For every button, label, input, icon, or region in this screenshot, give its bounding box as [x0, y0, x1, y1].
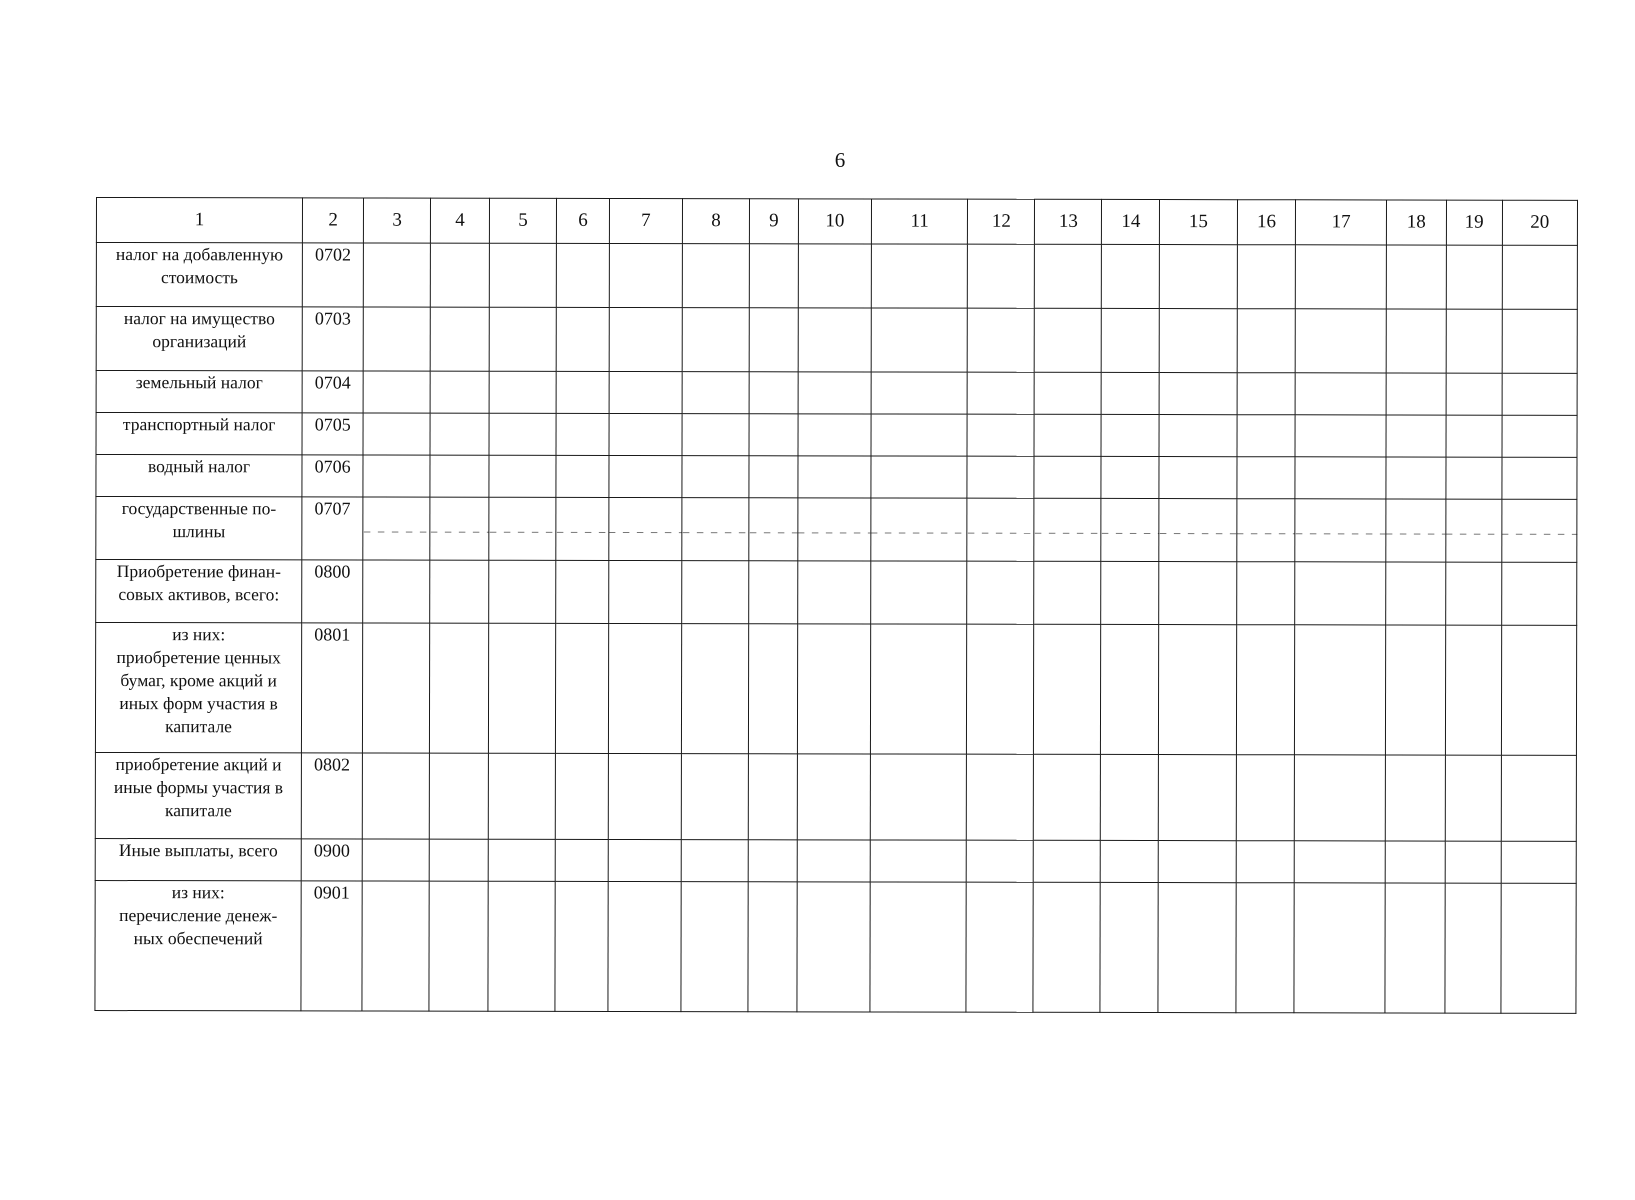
value-cell[interactable]	[1386, 245, 1446, 309]
value-cell[interactable]	[555, 753, 608, 839]
column-header-12: 12	[968, 199, 1035, 244]
row-label-line: организаций	[152, 331, 247, 352]
row-label-line: ных обеспечений	[133, 928, 263, 949]
row-code: 0705	[302, 413, 363, 455]
value-cell[interactable]	[748, 840, 797, 882]
column-header-8: 8	[682, 199, 749, 244]
value-cell[interactable]	[556, 497, 609, 560]
value-cell[interactable]	[1296, 309, 1387, 373]
value-cell[interactable]	[967, 840, 1034, 882]
value-cell[interactable]	[363, 243, 430, 307]
value-cell[interactable]	[1502, 245, 1577, 309]
value-cell[interactable]	[1295, 841, 1385, 883]
table-row	[95, 880, 1576, 1013]
row-label-line: налог на имущество	[123, 308, 275, 329]
value-cell[interactable]	[489, 455, 556, 497]
column-header-17: 17	[1296, 200, 1386, 245]
value-cell[interactable]	[1502, 415, 1577, 457]
value-cell[interactable]	[489, 413, 556, 455]
value-cell[interactable]	[489, 371, 556, 413]
value-cell[interactable]	[1385, 883, 1445, 1013]
value-cell[interactable]	[363, 560, 430, 623]
value-cell[interactable]	[1237, 373, 1296, 415]
value-cell[interactable]	[609, 243, 682, 307]
value-cell[interactable]	[556, 560, 609, 623]
value-cell[interactable]	[1296, 245, 1387, 309]
table-body	[95, 243, 1577, 1014]
value-cell[interactable]	[870, 882, 967, 1012]
value-cell[interactable]	[1445, 841, 1501, 883]
value-cell[interactable]	[871, 456, 968, 498]
value-cell[interactable]	[797, 882, 870, 1012]
row-code: 0707	[302, 497, 363, 560]
value-cell[interactable]	[749, 456, 798, 498]
value-cell[interactable]	[1501, 883, 1577, 1013]
row-label	[95, 880, 301, 1010]
value-cell[interactable]	[1158, 883, 1235, 1013]
value-cell[interactable]	[555, 839, 608, 881]
value-cell[interactable]	[1445, 883, 1501, 1013]
value-cell[interactable]	[362, 839, 429, 881]
value-cell[interactable]	[798, 498, 871, 561]
value-cell[interactable]	[1295, 457, 1385, 499]
table-row	[95, 623, 1576, 756]
value-cell[interactable]	[1446, 457, 1502, 499]
row-label-line: земельный налог	[135, 372, 263, 393]
report-table	[94, 197, 1578, 1014]
row-label	[96, 497, 302, 560]
value-cell[interactable]	[682, 308, 749, 372]
value-cell[interactable]	[609, 413, 682, 455]
value-cell[interactable]	[556, 243, 609, 307]
value-cell[interactable]	[1386, 373, 1446, 415]
row-label	[95, 623, 301, 753]
value-cell[interactable]	[1445, 562, 1501, 625]
value-cell[interactable]	[1386, 499, 1446, 562]
value-cell[interactable]	[488, 753, 555, 839]
value-cell[interactable]	[1296, 373, 1386, 415]
row-label-line: приобретение ценных	[116, 647, 281, 668]
value-cell[interactable]	[1101, 414, 1159, 456]
value-cell[interactable]	[1236, 625, 1295, 755]
value-cell[interactable]	[430, 371, 489, 413]
value-cell[interactable]	[1102, 308, 1160, 372]
value-cell[interactable]	[871, 372, 968, 414]
value-cell[interactable]	[1502, 457, 1577, 499]
value-cell[interactable]	[363, 413, 430, 455]
value-cell[interactable]	[1294, 883, 1385, 1013]
column-header-14: 14	[1102, 199, 1160, 244]
row-code: 0704	[302, 371, 363, 413]
value-cell[interactable]	[749, 414, 798, 456]
value-cell[interactable]	[1101, 754, 1159, 840]
value-cell[interactable]	[798, 414, 871, 456]
value-cell[interactable]	[1100, 882, 1158, 1012]
value-cell[interactable]	[1295, 625, 1386, 755]
value-cell[interactable]	[489, 243, 556, 307]
value-cell[interactable]	[1385, 755, 1445, 841]
column-header-15: 15	[1160, 200, 1237, 245]
value-cell[interactable]	[1101, 456, 1159, 498]
value-cell[interactable]	[1236, 755, 1295, 841]
value-cell[interactable]	[681, 840, 748, 882]
table-row	[96, 243, 1577, 310]
table-row	[96, 371, 1577, 416]
row-code: 0702	[302, 243, 363, 307]
row-label	[96, 413, 302, 455]
value-cell[interactable]	[363, 371, 430, 413]
value-cell[interactable]	[489, 497, 556, 560]
value-cell[interactable]	[1237, 415, 1296, 457]
value-cell[interactable]	[682, 561, 749, 624]
value-cell[interactable]	[609, 560, 682, 623]
value-cell[interactable]	[608, 753, 681, 839]
value-cell[interactable]	[1101, 624, 1159, 754]
value-cell[interactable]	[797, 561, 870, 624]
value-cell[interactable]	[1235, 883, 1294, 1013]
row-label	[95, 838, 301, 880]
value-cell[interactable]	[798, 372, 871, 414]
value-cell[interactable]	[489, 307, 556, 371]
value-cell[interactable]	[870, 624, 967, 754]
column-header-20: 20	[1502, 200, 1577, 245]
value-cell[interactable]	[870, 840, 967, 882]
value-cell[interactable]	[1159, 415, 1236, 457]
value-cell[interactable]	[798, 308, 871, 372]
value-cell[interactable]	[968, 244, 1035, 308]
value-cell[interactable]	[682, 414, 749, 456]
value-cell[interactable]	[1159, 373, 1236, 415]
row-label-line: перечисление денеж-	[119, 905, 278, 926]
value-cell[interactable]	[1236, 457, 1295, 499]
value-cell[interactable]	[363, 497, 430, 560]
value-cell[interactable]	[1101, 561, 1159, 624]
value-cell[interactable]	[1386, 562, 1446, 625]
value-cell[interactable]	[1159, 841, 1236, 883]
page-number: 6	[834, 148, 846, 172]
column-header-10: 10	[798, 199, 871, 244]
value-cell[interactable]	[749, 498, 798, 561]
column-header-6: 6	[557, 198, 610, 243]
header-row	[96, 198, 1577, 246]
value-cell[interactable]	[749, 561, 798, 624]
value-cell[interactable]	[430, 497, 489, 560]
value-cell[interactable]	[797, 840, 870, 882]
value-cell[interactable]	[1034, 456, 1101, 498]
column-header-9: 9	[749, 199, 798, 244]
value-cell[interactable]	[430, 307, 489, 371]
value-cell[interactable]	[968, 308, 1035, 372]
row-code: 0703	[302, 307, 363, 371]
value-cell[interactable]	[1159, 457, 1236, 499]
row-label	[96, 307, 302, 371]
value-cell[interactable]	[967, 561, 1034, 624]
value-cell[interactable]	[1035, 372, 1102, 414]
row-label-line: бумаг, кроме акций и	[120, 670, 277, 691]
table-row	[96, 560, 1577, 626]
value-cell[interactable]	[1295, 562, 1386, 625]
row-label-line: шлины	[172, 521, 226, 542]
value-cell[interactable]	[870, 754, 967, 840]
value-cell[interactable]	[1159, 625, 1236, 755]
value-cell[interactable]	[1502, 373, 1577, 415]
value-cell[interactable]	[1445, 625, 1501, 755]
value-cell[interactable]	[748, 882, 797, 1012]
value-cell[interactable]	[1295, 499, 1386, 562]
value-cell[interactable]	[1501, 841, 1576, 883]
value-cell[interactable]	[1034, 561, 1101, 624]
table-row	[95, 838, 1576, 883]
value-cell[interactable]	[798, 456, 871, 498]
value-cell[interactable]	[967, 624, 1034, 754]
row-label-line: водный налог	[147, 456, 251, 477]
value-cell[interactable]	[1159, 755, 1236, 841]
value-cell[interactable]	[682, 244, 749, 308]
column-header-4: 4	[431, 198, 490, 243]
row-code: 0900	[301, 839, 362, 881]
value-cell[interactable]	[967, 754, 1034, 840]
value-cell[interactable]	[681, 754, 748, 840]
value-cell[interactable]	[1102, 244, 1160, 308]
value-cell[interactable]	[797, 754, 870, 840]
table-row	[96, 307, 1577, 374]
value-cell[interactable]	[1236, 562, 1295, 625]
value-cell[interactable]	[1101, 498, 1159, 561]
table-row	[96, 413, 1577, 458]
row-label-line: из них:	[172, 624, 226, 645]
value-cell[interactable]	[748, 754, 797, 840]
value-cell[interactable]	[363, 307, 430, 371]
table-row	[96, 497, 1577, 563]
column-header-16: 16	[1237, 200, 1296, 245]
value-cell[interactable]	[1501, 562, 1576, 625]
row-label-line: иных форм участия в	[119, 693, 278, 714]
row-label-line: совых активов, всего:	[118, 584, 280, 605]
value-cell[interactable]	[1385, 841, 1445, 883]
value-cell[interactable]	[1501, 499, 1576, 562]
column-header-1: 1	[96, 198, 302, 243]
value-cell[interactable]	[608, 623, 681, 753]
value-cell[interactable]	[555, 881, 608, 1011]
row-label	[96, 243, 302, 307]
row-label-line: из них:	[171, 882, 225, 903]
value-cell[interactable]	[1237, 309, 1296, 373]
value-cell[interactable]	[556, 307, 609, 371]
value-cell[interactable]	[1034, 840, 1101, 882]
column-header-7: 7	[609, 198, 682, 243]
value-cell[interactable]	[1446, 415, 1502, 457]
row-label	[96, 560, 302, 623]
value-cell[interactable]	[488, 623, 555, 753]
value-cell[interactable]	[556, 455, 609, 497]
value-cell[interactable]	[682, 498, 749, 561]
value-cell[interactable]	[1034, 754, 1101, 840]
value-cell[interactable]	[1295, 415, 1385, 457]
value-cell[interactable]	[798, 244, 871, 308]
value-cell[interactable]	[871, 244, 968, 308]
value-cell[interactable]	[968, 372, 1035, 414]
value-cell[interactable]	[681, 882, 748, 1012]
value-cell[interactable]	[1501, 625, 1577, 755]
value-cell[interactable]	[749, 244, 798, 308]
value-cell[interactable]	[1159, 562, 1236, 625]
value-cell[interactable]	[871, 308, 968, 372]
value-cell[interactable]	[556, 413, 609, 455]
column-header-13: 13	[1035, 199, 1102, 244]
value-cell[interactable]	[1034, 624, 1101, 754]
value-cell[interactable]	[429, 839, 488, 881]
row-label-line: стоимость	[160, 267, 238, 288]
value-cell[interactable]	[488, 881, 555, 1011]
column-header-3: 3	[364, 198, 431, 243]
row-label	[96, 371, 302, 413]
row-label-line: капитале	[164, 800, 232, 821]
value-cell[interactable]	[430, 243, 489, 307]
row-label-line: приобретение акций и	[115, 754, 282, 775]
column-header-2: 2	[303, 198, 364, 243]
value-cell[interactable]	[1159, 499, 1236, 562]
value-cell[interactable]	[363, 623, 430, 753]
value-cell[interactable]	[749, 372, 798, 414]
value-cell[interactable]	[1101, 840, 1159, 882]
value-cell[interactable]	[1501, 755, 1577, 841]
value-cell[interactable]	[1033, 882, 1100, 1012]
value-cell[interactable]	[609, 497, 682, 560]
row-code: 0801	[302, 623, 363, 753]
row-code: 0800	[302, 560, 363, 623]
value-cell[interactable]	[967, 414, 1034, 456]
row-code: 0706	[302, 455, 363, 497]
value-cell[interactable]	[967, 456, 1034, 498]
value-cell[interactable]	[362, 881, 429, 1011]
value-cell[interactable]	[363, 455, 430, 497]
value-cell[interactable]	[1386, 415, 1446, 457]
value-cell[interactable]	[1035, 308, 1102, 372]
value-cell[interactable]	[430, 455, 489, 497]
value-cell[interactable]	[362, 753, 429, 839]
value-cell[interactable]	[1446, 309, 1502, 373]
report-table-sheet	[94, 197, 1578, 1014]
value-cell[interactable]	[1237, 245, 1296, 309]
table-row	[96, 455, 1577, 500]
value-cell[interactable]	[609, 455, 682, 497]
value-cell[interactable]	[1446, 373, 1502, 415]
value-cell[interactable]	[967, 498, 1034, 561]
row-label	[96, 455, 302, 497]
row-label-line: налог на добавленную	[115, 244, 284, 265]
value-cell[interactable]	[748, 624, 797, 754]
row-label-line: Иные выплаты, всего	[118, 840, 278, 861]
value-cell[interactable]	[430, 413, 489, 455]
value-cell[interactable]	[1295, 755, 1386, 841]
value-cell[interactable]	[1236, 499, 1295, 562]
value-cell[interactable]	[430, 560, 489, 623]
value-cell[interactable]	[1160, 309, 1237, 373]
value-cell[interactable]	[1386, 457, 1446, 499]
value-cell[interactable]	[871, 414, 968, 456]
value-cell[interactable]	[430, 623, 489, 753]
row-code: 0901	[301, 881, 362, 1011]
value-cell[interactable]	[1034, 414, 1101, 456]
value-cell[interactable]	[1386, 309, 1446, 373]
value-cell[interactable]	[681, 624, 748, 754]
column-header-11: 11	[871, 199, 968, 244]
value-cell[interactable]	[608, 881, 681, 1011]
value-cell[interactable]	[1502, 309, 1577, 373]
value-cell[interactable]	[749, 308, 798, 372]
value-cell[interactable]	[797, 624, 870, 754]
column-header-5: 5	[489, 198, 556, 243]
value-cell[interactable]	[966, 882, 1033, 1012]
column-header-18: 18	[1386, 200, 1446, 245]
value-cell[interactable]	[609, 307, 682, 371]
value-cell[interactable]	[429, 753, 488, 839]
value-cell[interactable]	[488, 839, 555, 881]
value-cell[interactable]	[1160, 245, 1237, 309]
value-cell[interactable]	[1446, 245, 1502, 309]
value-cell[interactable]	[1034, 498, 1101, 561]
value-cell[interactable]	[1035, 244, 1102, 308]
row-label-line: Приобретение финан-	[116, 561, 282, 582]
value-cell[interactable]	[871, 561, 968, 624]
value-cell[interactable]	[682, 372, 749, 414]
value-cell[interactable]	[556, 623, 609, 753]
value-cell[interactable]	[609, 371, 682, 413]
row-label-line: транспортный налог	[122, 414, 276, 435]
value-cell[interactable]	[1236, 841, 1295, 883]
value-cell[interactable]	[608, 839, 681, 881]
row-label	[95, 752, 301, 838]
row-code: 0802	[301, 753, 362, 839]
value-cell[interactable]	[1446, 499, 1502, 562]
value-cell[interactable]	[556, 371, 609, 413]
row-label-line: иные формы участия в	[113, 777, 284, 798]
value-cell[interactable]	[871, 498, 968, 561]
table-row	[95, 752, 1576, 841]
value-cell[interactable]	[682, 456, 749, 498]
row-label-line: капитале	[165, 716, 232, 737]
value-cell[interactable]	[1102, 372, 1160, 414]
column-header-19: 19	[1446, 200, 1502, 245]
value-cell[interactable]	[489, 560, 556, 623]
value-cell[interactable]	[429, 881, 488, 1011]
value-cell[interactable]	[1445, 755, 1501, 841]
value-cell[interactable]	[1385, 625, 1445, 755]
row-label-line: государственные по-	[121, 498, 277, 519]
